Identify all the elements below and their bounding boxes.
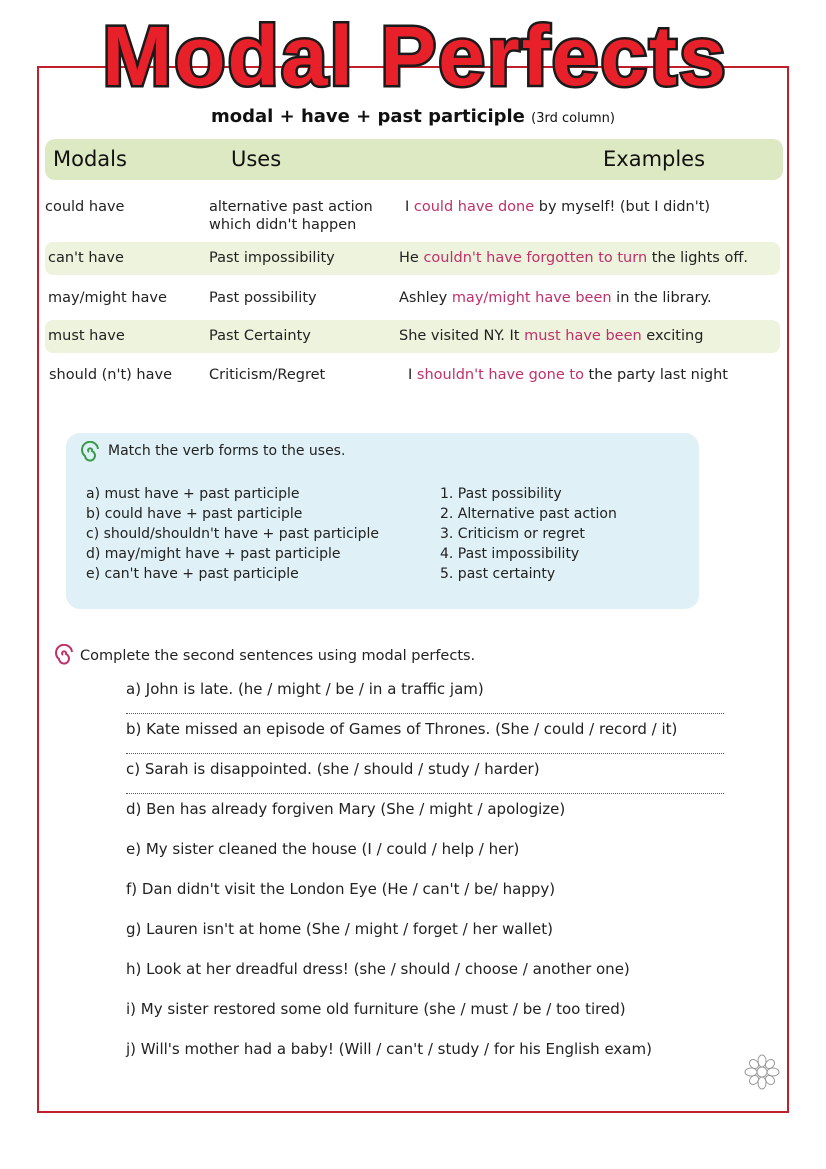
example-highlight: may/might have been [451,290,612,306]
example-pre: Ashley [399,290,452,306]
example-post: the lights off. [647,250,748,266]
table-row [45,282,780,315]
row-use: Past impossibility [209,250,335,266]
match-left-item: a) must have + past participle [86,486,300,502]
row-modal: should (n't) have [49,367,173,383]
example-post: by myself! (but I didn't) [534,199,711,215]
exercise-item: h) Look at her dreadful dress! (she / should / choose / another one) [126,960,630,978]
example-pre: I [405,199,414,215]
example-highlight: could have done [413,199,535,215]
row-use: Past Certainty [209,328,311,344]
row-modal: may/might have [48,290,167,306]
match-instruction: Match the verb forms to the uses. [108,443,346,459]
exercise-item: c) Sarah is disappointed. (she / should / study / harder) [126,760,540,778]
row-use: Criticism/Regret [209,367,326,383]
example-pre: She visited NY. It [399,328,525,344]
row-modal: must have [48,328,125,344]
match-left-item: b) could have + past participle [86,506,303,522]
table-row [45,359,780,392]
example-post: in the library. [611,290,712,306]
formula-main: modal + have + past participle [211,106,525,127]
table-header [45,139,783,180]
exercise-item: j) Will's mother had a baby! (Will / can't / study / for his English exam) [126,1040,652,1058]
example-pre: He [399,250,424,266]
formula-line [0,106,826,127]
header-uses: Uses [231,147,282,171]
spiral-icon [76,441,102,463]
complete-instruction: Complete the second sentences using modal perfects. [80,648,476,664]
match-left-item: c) should/shouldn't have + past participle [86,526,380,542]
answer-line[interactable] [126,753,724,754]
match-left-item: e) can't have + past participle [86,566,299,582]
header-modals: Modals [53,147,127,171]
example-highlight: shouldn't have gone to [416,367,584,383]
match-right-item: 5. past certainty [440,566,556,582]
exercise-item: a) John is late. (he / might / be / in a traffic jam) [126,680,484,698]
example-post: the party last night [583,367,728,383]
flower-logo-icon [742,1052,782,1102]
formula-note: (3rd column) [531,111,615,126]
match-exercise [66,433,699,609]
row-example [399,328,703,344]
table-row [45,320,780,353]
row-example [399,250,748,266]
row-use-line2: which didn't happen [209,217,357,233]
match-right-item: 3. Criticism or regret [440,526,585,542]
match-right-item: 2. Alternative past action [440,506,617,522]
table-row [45,191,780,235]
example-post: exciting [641,328,704,344]
exercise-item: i) My sister restored some old furniture (she / must / be / too tired) [126,1000,626,1018]
exercise-item: d) Ben has already forgiven Mary (She / might / apologize) [126,800,566,818]
answer-line[interactable] [126,713,724,714]
title-text: Modal Perfects [102,10,728,100]
example-highlight: must have been [524,328,642,344]
row-use: alternative past action [209,199,373,215]
header-examples: Examples [603,147,706,171]
example-highlight: couldn't have forgotten to turn [423,250,648,266]
row-example [408,367,728,383]
answer-line[interactable] [126,793,724,794]
example-pre: I [408,367,417,383]
spiral-icon [50,644,76,666]
exercise-item: e) My sister cleaned the house (I / could / help / her) [126,840,520,858]
row-modal: can't have [48,250,124,266]
match-right-item: 4. Past impossibility [440,546,580,562]
row-modal: could have [45,199,125,215]
exercise-item: f) Dan didn't visit the London Eye (He / can't / be/ happy) [126,880,556,898]
page-title [40,10,790,100]
table-row [45,242,780,275]
match-right-item: 1. Past possibility [440,486,562,502]
row-example [405,199,710,215]
exercise-item: b) Kate missed an episode of Games of Thrones. (She / could / record / it) [126,720,678,738]
exercise-item: g) Lauren isn't at home (She / might / forget / her wallet) [126,920,553,938]
match-left-item: d) may/might have + past participle [86,546,341,562]
row-example [399,290,712,306]
row-use: Past possibility [209,290,317,306]
